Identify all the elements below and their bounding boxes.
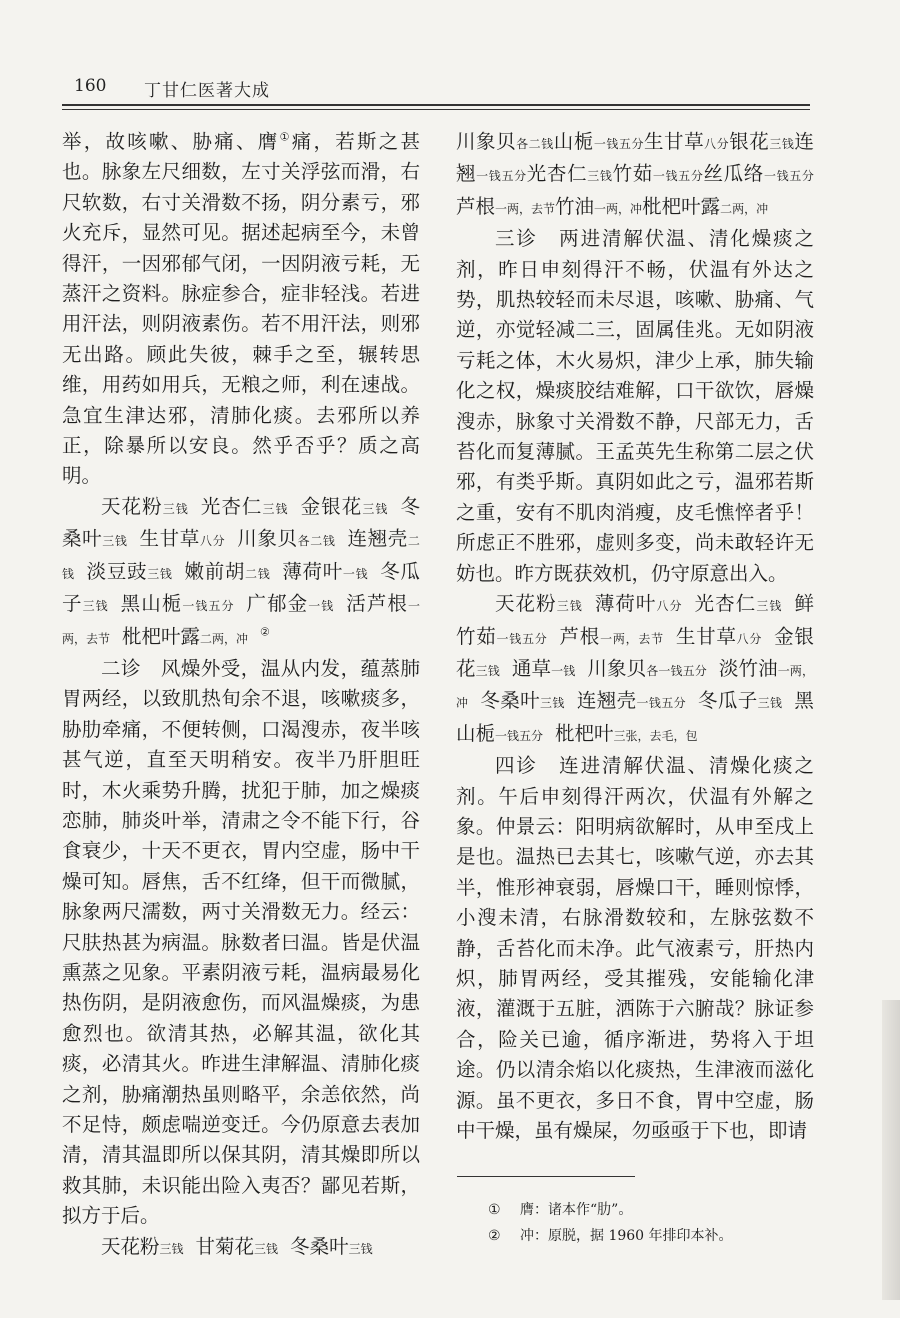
herb-dosage: 一钱 <box>342 566 369 581</box>
herb-name: 冬桑叶 <box>480 689 541 713</box>
footnote-1: ① 膺：诸本作“肋”。 <box>488 1202 633 1218</box>
herb-item <box>587 657 706 680</box>
herb-dosage: 三钱 <box>162 501 189 516</box>
herb-item <box>554 130 644 153</box>
herb-name: 嫩前胡 <box>184 559 246 583</box>
header-rule-thin <box>62 109 810 110</box>
herb-name: 生甘草 <box>675 624 737 648</box>
herb-item <box>480 689 564 712</box>
prescription-2-continued <box>456 127 814 224</box>
book-title: 丁甘仁医著大成 <box>144 81 270 101</box>
herb-name: 丝瓜络 <box>703 162 764 186</box>
herb-item <box>495 592 583 615</box>
herb-item <box>642 195 768 218</box>
herb-item <box>512 657 576 680</box>
herb-item <box>577 689 686 712</box>
herb-item <box>613 162 704 185</box>
herb-dosage: 一钱 <box>308 599 335 614</box>
herb-name: 光杏仁 <box>526 162 588 186</box>
herb-item <box>676 625 762 648</box>
herb-dosage: 三钱 <box>159 1241 184 1256</box>
herb-name: 薄荷叶 <box>282 559 343 583</box>
herb-dosage: 八分 <box>199 534 226 549</box>
herb-item <box>101 495 189 518</box>
herb-name: 天花粉 <box>101 494 163 518</box>
herb-item <box>121 592 235 615</box>
herb-dosage: 一钱五分 <box>182 599 235 614</box>
herb-dosage: 各二钱 <box>297 534 336 549</box>
footnotes <box>488 1197 733 1249</box>
footnote-divider <box>457 1176 635 1177</box>
herb-dosage: 三钱 <box>756 599 783 614</box>
herb-item <box>87 560 173 583</box>
herb-name: 连翘 <box>456 130 814 186</box>
herb-name: 天花粉 <box>495 592 557 616</box>
herb-dosage: 三钱 <box>475 663 500 678</box>
herb-name: 芦根 <box>559 624 601 648</box>
paragraph-first-visit-end: 举，故咳嗽、胁痛、膺①痛，若斯之甚也。脉象左尺细数，左寸关浮弦而滑，右尺软数，右寸关滑数不扬，阴分素亏，邪火充斥，显然可见。据述起病至今，未曾得汗，一因邪郁气闭，一因阴液亏耗，无蒸汗之资料。脉症参合，症非轻浅。若进用汗法，则阴液素伤。若不用汗法，则邪无出路。顾此失彼，棘手之至，辗转思维，用药如用兵，无粮之师，利在速战。急宜生津达邪，清肺化痰。去邪所以养正，除暴所以安良。然乎否乎？质之高明。 <box>62 130 420 488</box>
herb-name: 金银花 <box>300 494 363 518</box>
herb-name: 枇杷叶露 <box>642 194 721 218</box>
herb-item <box>122 625 248 648</box>
herb-name: 连翘壳 <box>347 527 408 551</box>
herb-item <box>237 527 335 550</box>
herb-name: 芦根 <box>456 194 496 218</box>
herb-item <box>704 162 814 185</box>
herb-dosage: 八分 <box>736 631 763 646</box>
paragraph-third-visit: 三诊 两进清解伏温、清化燥痰之剂，昨日申刻得汗不畅，伏温有外达之势，肌热较轻而未尽退，咳嗽、胁痛、气逆，亦觉轻减二三，固属佳兆。无如阴液亏耗之体，木火易炽，津少上承，肺失输化之权，燥痰胶结难解，口干欲饮，唇燥溲赤，脉象寸关滑数不静，尺部无力，舌苔化而复薄腻。王孟英先生称第二层之伏邪，有类乎斯。真阴如此之亏，温邪若斯之重，安有不肌肉消瘦，皮毛憔悴者乎！所虑正不胜邪，虚则多变，尚未敢轻许无妨也。昨方既获效机，仍守原意出入。 <box>456 227 814 585</box>
herb-dosage: 一两，去节 <box>600 631 664 646</box>
herb-dosage: 三钱 <box>254 1241 279 1256</box>
page-edge-shadow <box>882 1000 900 1300</box>
herb-name: 竹茹 <box>612 162 653 186</box>
herb-dosage: 一两，去节 <box>62 599 420 646</box>
herb-dosage: 一钱五分 <box>636 696 686 711</box>
herb-dosage: 八分 <box>656 599 683 614</box>
herb-item <box>555 722 698 745</box>
prescription-2-start <box>62 1232 420 1264</box>
herb-name: 川象贝 <box>237 527 298 551</box>
herb-name: 山栀 <box>553 130 594 153</box>
herb-dosage: 三钱 <box>587 169 613 184</box>
paragraph-fourth-visit: 四诊 连进清解伏温、清燥化痰之剂。午后申刻得汗两次，伏温有外解之象。仲景云：阳明病欲解时，从申至戌上是也。温热已去其七，咳嗽气逆，亦去其半，惟形神衰弱，唇燥口干，睡则惊悸，小溲未清，右脉滑数较和，左脉弦数不静，舌苔化而未净。此气液素亏，肝热内炽，肺胃两经，受其摧残，安能输化津液，灌溉于五脏，洒陈于六腑哉？脉证参合，险关已逾，循序渐进，势将入于坦途。仍以清余焰以化痰热，生津液而滋化源。虽不更衣，多日不食，胃中空虚，肠中干燥，虽有燥屎，勿亟亟于下也，即请 <box>456 754 814 1142</box>
herb-dosage: 各二钱 <box>516 137 554 151</box>
herb-name: 黑山栀 <box>120 592 183 616</box>
herb-name: 鲜竹茹 <box>456 592 814 648</box>
herb-item <box>140 527 226 550</box>
herb-name: 广郁金 <box>246 592 309 616</box>
herb-item <box>595 592 683 615</box>
herb-name: 冬桑叶 <box>62 494 420 551</box>
herb-dosage: 三钱 <box>556 599 583 614</box>
herb-name: 川象贝 <box>587 656 647 680</box>
herb-item <box>282 560 368 583</box>
herb-item <box>527 162 613 185</box>
herb-dosage: 一钱五分 <box>593 137 645 151</box>
herb-name: 光杏仁 <box>200 494 263 518</box>
herb-dosage: 三张，去毛，包 <box>613 728 698 743</box>
herb-item <box>201 495 289 518</box>
page-header <box>62 72 810 102</box>
herb-item <box>560 625 664 648</box>
herb-name: 淡豆豉 <box>86 559 148 583</box>
herb-name: 生甘草 <box>644 130 705 153</box>
herb-name: 枇杷叶露 <box>122 624 201 648</box>
herb-name: 通草 <box>511 656 552 680</box>
herb-dosage: 一钱 <box>551 663 576 678</box>
herb-name: 金银花 <box>456 624 814 680</box>
herb-dosage: 二两，冲 <box>720 201 769 216</box>
herb-name: 天花粉 <box>101 1234 160 1258</box>
herb-item <box>196 1235 279 1258</box>
header-rule-thick <box>62 104 810 106</box>
herb-dosage: 二两，冲 <box>200 631 249 646</box>
herb-name: 银花 <box>729 130 770 153</box>
herb-item <box>301 495 389 518</box>
herb-dosage: 一两，去节 <box>495 201 556 216</box>
herb-dosage: 一钱五分 <box>763 169 814 184</box>
herb-name: 黑山栀 <box>456 689 814 745</box>
herb-name: 甘菊花 <box>195 1234 255 1258</box>
herb-name: 枇杷叶 <box>555 721 614 745</box>
prescription-1 <box>62 492 420 654</box>
herb-name: 冬瓜子 <box>698 689 758 713</box>
herb-dosage: 一钱五分 <box>476 169 527 184</box>
herb-dosage: 各一钱五分 <box>646 663 707 678</box>
herb-dosage: 一两，冲 <box>594 201 643 216</box>
page-number: 160 <box>74 76 107 96</box>
footnote-ref-2[interactable]: ② <box>260 625 270 638</box>
herb-dosage: 三钱 <box>82 599 109 614</box>
footnote-2: ② 冲：原脱，据 1960 年排印本补。 <box>488 1228 733 1244</box>
paragraph-second-visit: 二诊 风燥外受，温从内发，蕴蒸肺胃两经，以致肌热旬余不退，咳嗽痰多，胁肋牵痛，不便转侧，口渴溲赤，夜半咳甚气逆，直至天明稍安。夜半乃肝胆旺时，木火乘势升腾，扰犯于肺，加之燥痰恋肺，肺炎叶举，清肃之令不能下行，谷食衰少，十天不更衣，胃内空虚，肠中干燥可知。唇焦，舌不红绛，但干而微腻，脉象两尺濡数，两寸关滑数无力。经云：尺肤热甚为病温。脉数者曰温。皆是伏温熏蒸之见象。平素阴液亏耗，温病最易化热伤阴，是阴液愈伤，而风温燥痰，为患愈烈也。欲清其热，必解其温，欲化其痰，必清其火。昨进生津解温、清肺化痰之剂，胁痛潮热虽则略平，余恙依然，尚不足恃，颇虑喘逆变迁。今仍原意去表加清，清其温即所以保其阴，清其燥即所以救其肺，未识能出险入夷否？鄙见若斯，拟方于后。 <box>62 656 420 1228</box>
herb-dosage: 一钱五分 <box>652 169 704 184</box>
herb-dosage: 二钱 <box>62 534 420 581</box>
herb-name: 光杏仁 <box>694 592 757 616</box>
herb-dosage: 三钱 <box>147 566 173 581</box>
herb-dosage: 三钱 <box>757 696 783 711</box>
herb-name: 竹油 <box>555 194 595 218</box>
herb-item <box>101 1235 184 1258</box>
herb-item <box>456 130 554 153</box>
prescription-3 <box>456 589 814 751</box>
herb-dosage: 三钱 <box>769 137 795 151</box>
herb-dosage: 一钱五分 <box>495 728 544 743</box>
herb-item <box>698 689 782 712</box>
herb-dosage: 三钱 <box>348 1241 373 1256</box>
right-column <box>456 127 814 1146</box>
herb-dosage: 一两，冲 <box>456 663 814 711</box>
herb-name: 川象贝 <box>456 130 517 153</box>
herb-name: 生甘草 <box>139 527 200 551</box>
herb-item <box>644 130 729 153</box>
herb-item <box>456 195 555 218</box>
herb-dosage: 三钱 <box>540 696 565 711</box>
herb-name: 连翘壳 <box>576 689 637 713</box>
herb-name: 活芦根 <box>346 592 408 616</box>
herb-dosage: 八分 <box>704 137 730 151</box>
herb-dosage: 三钱 <box>102 534 128 549</box>
herb-item <box>695 592 783 615</box>
herb-dosage: 三钱 <box>362 501 389 516</box>
herb-item <box>185 560 271 583</box>
herb-dosage: 三钱 <box>262 501 289 516</box>
footnote-ref-1[interactable]: ① <box>279 130 292 144</box>
herb-dosage: 二钱 <box>245 566 271 581</box>
left-column <box>62 127 420 1264</box>
herb-item <box>555 195 642 218</box>
herb-dosage: 一钱五分 <box>496 631 548 646</box>
herb-name: 冬瓜子 <box>62 559 420 616</box>
herb-item <box>247 592 335 615</box>
herb-name: 淡竹油 <box>718 656 778 680</box>
herb-name: 冬桑叶 <box>290 1234 349 1258</box>
herb-item <box>290 1235 373 1258</box>
herb-name: 薄荷叶 <box>594 592 657 616</box>
herb-item <box>729 130 794 153</box>
